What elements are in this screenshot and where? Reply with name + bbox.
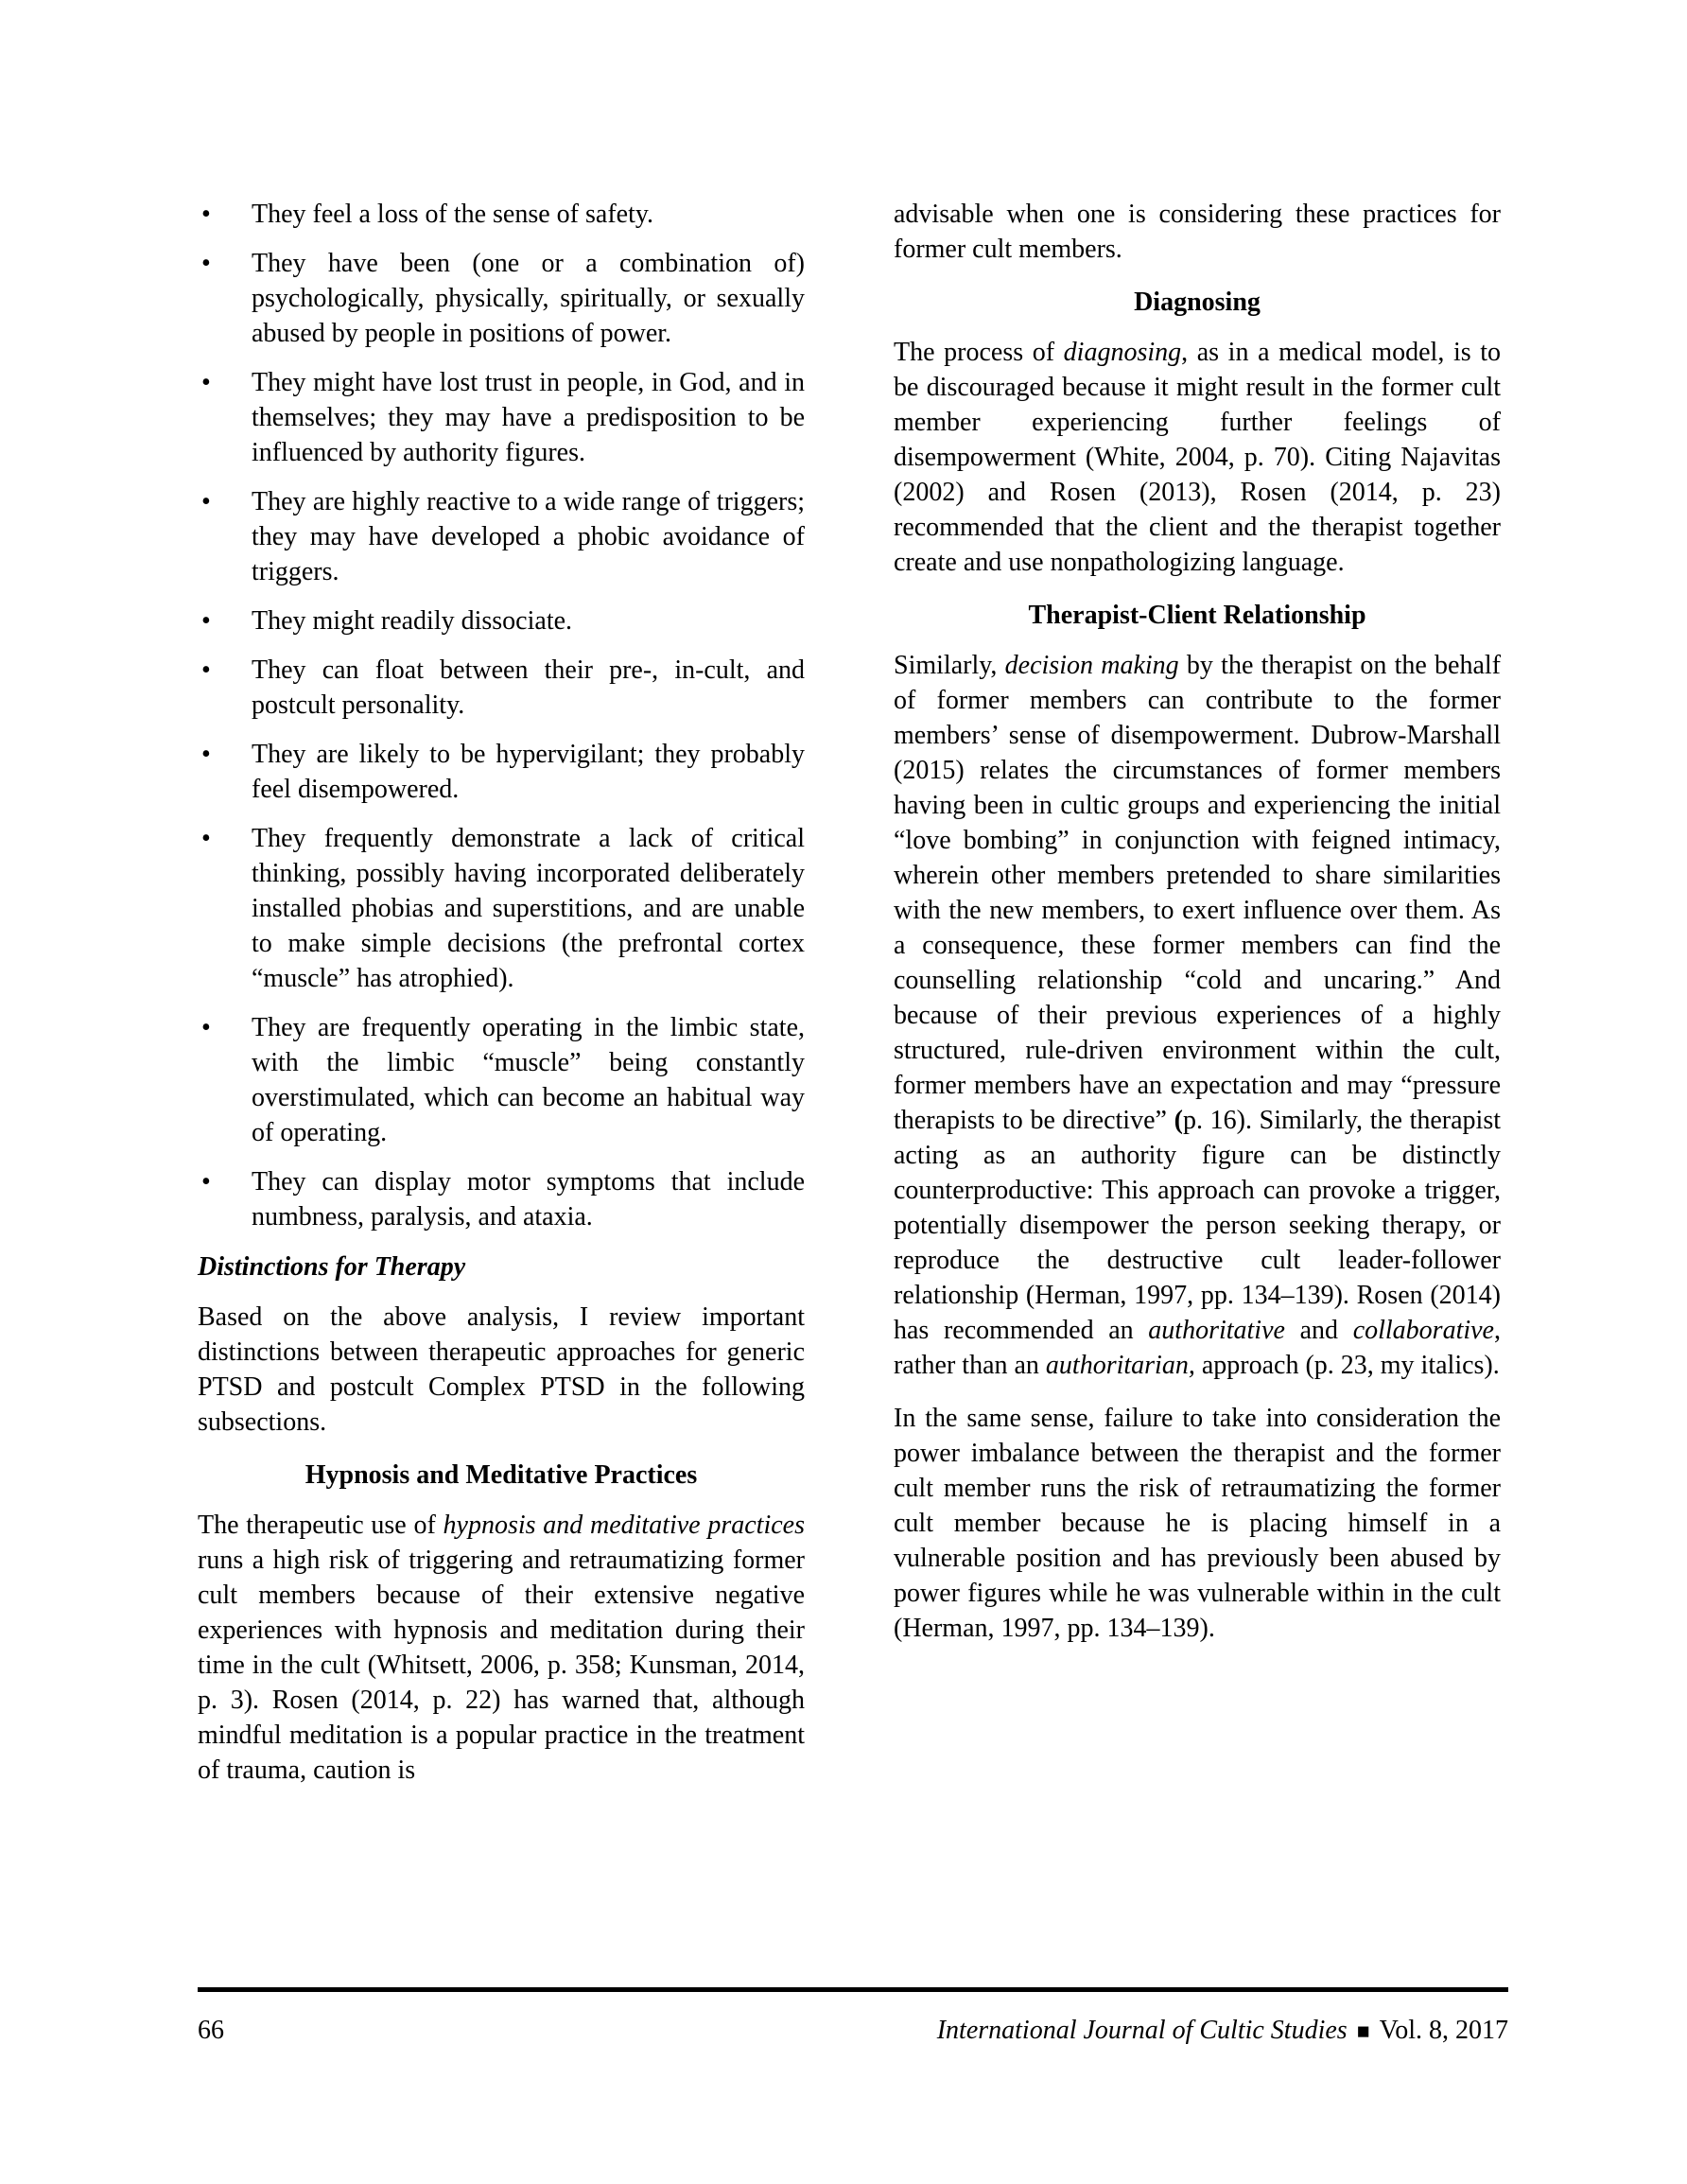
para-distinctions: Based on the above analysis, I review important distinctions between therapeutic approaches for generic PTSD and postcult Complex PTSD in the following subsections. — [198, 1302, 805, 1437]
bullet-icon: • — [201, 655, 211, 685]
list-item — [198, 365, 805, 470]
list-item — [198, 484, 805, 589]
page-number: 66 — [198, 2016, 224, 2045]
list-item — [198, 821, 805, 996]
heading-diagnosing: Diagnosing — [1134, 288, 1261, 317]
list-item — [198, 197, 805, 232]
footer-rule — [198, 1987, 1508, 1992]
para-diagnosing: The process of diagnosing, as in a medical model, is to be discouraged because it might result in the former cult member experiencing further feelings of disempowerment (White, 2004, p. 70). Citing Najavitas (2002) and Rosen (2013), Rosen (2014, p. 23) recommended that the client and the therapist together create and use nonpathologizing language. — [894, 338, 1502, 577]
bullet-text: They are highly reactive to a wide range of triggers; they may have developed a phobic avoidance of triggers. — [252, 487, 805, 586]
bullet-icon: • — [201, 249, 211, 278]
square-separator-icon: ■ — [1356, 2019, 1370, 2043]
bullet-text: They frequently demonstrate a lack of critical thinking, possibly having incorporated deliberately installed phobias and superstitions, and are unable to make simple decisions (the prefrontal cortex “muscle” has atrophied). — [252, 824, 805, 993]
volume-info: Vol. 8, 2017 — [1379, 2016, 1508, 2045]
bullet-text: They can float between their pre-, in-cult, and postcult personality. — [252, 655, 805, 720]
para-hypnosis: The therapeutic use of hypnosis and meditative practices runs a high risk of triggering and retraumatizing former cult members because of their extensive negative experiences with hypnosis and meditation during their time in the cult (Whitsett, 2006, p. 358; Kunsman, 2014, p. 3). Rosen (2014, p. 22) has warned that, although mindful meditation is a popular practice in the treatment of trauma, caution is — [198, 1511, 805, 1785]
heading-hypnosis-practices: Hypnosis and Meditative Practices — [304, 1460, 698, 1490]
page-content — [198, 197, 1501, 1806]
left-column — [198, 197, 805, 1806]
bullet-icon: • — [201, 606, 211, 636]
bullet-icon: • — [201, 487, 211, 516]
bullet-text: They are frequently operating in the limbic state, with the limbic “muscle” being constantly overstimulated, which can become an habitual way of operating. — [252, 1013, 805, 1147]
bullet-text: They can display motor symptoms that include numbness, paralysis, and ataxia. — [252, 1167, 805, 1232]
heading-distinctions-for-therapy: Distinctions for Therapy — [198, 1252, 466, 1282]
list-item — [198, 1010, 805, 1150]
bullet-icon: • — [201, 368, 211, 397]
list-item — [198, 246, 805, 351]
bullet-text: They feel a loss of the sense of safety. — [252, 200, 654, 229]
bullet-text: They might have lost trust in people, in God, and in themselves; they may have a predisposition to be influenced by authority figures. — [252, 368, 805, 467]
bullet-list — [198, 197, 805, 1234]
list-item — [198, 737, 805, 807]
bullet-icon: • — [201, 740, 211, 769]
list-item — [198, 653, 805, 723]
bullet-icon: • — [201, 824, 211, 853]
heading-therapist-client-relationship: Therapist-Client Relationship — [1028, 601, 1366, 630]
list-item — [198, 1164, 805, 1234]
para-relationship: Similarly, decision making by the therapist on the behalf of former members can contribute to the former members’ sense of disempowerment. Dubrow-Marshall (2015) relates the circumstances of former members having been in cultic groups and experiencing the initial “love bombing” in conjunction with feigned intimacy, wherein other members pretended to share similarities with the new members, to exert influence over them. As a consequence, these former members can find the counselling relationship “cold and uncaring.” And because of their previous experiences of a highly structured, rule-driven environment within the cult, former members have an expectation and may “pressure therapists to be directive” (p. 16). Similarly, the therapist acting as an authority figure can be distinctly counterproductive: This approach can provoke a trigger, potentially disempower the person seeking therapy, or reproduce the destructive cult leader-follower relationship (Herman, 1997, pp. 134–139). Rosen (2014) has recommended an authoritative and collaborative, rather than an authoritarian, approach (p. 23, my italics). — [894, 651, 1501, 1380]
page-footer — [198, 2013, 1508, 2049]
para-continuation: advisable when one is considering these practices for former cult members. — [894, 200, 1501, 264]
para-power-imbalance: In the same sense, failure to take into consideration the power imbalance between the therapist and the former cult member runs the risk of retraumatizing the former cult member because he is placing himself in a vulnerable position and has previously been abused by power figures while he was vulnerable within in the cult (Herman, 1997, pp. 134–139). — [894, 1404, 1501, 1643]
journal-title: International Journal of Cultic Studies — [936, 2016, 1348, 2045]
bullet-icon: • — [201, 1167, 211, 1197]
right-column — [894, 197, 1501, 1806]
bullet-icon: • — [201, 200, 211, 229]
list-item — [198, 603, 805, 638]
bullet-text: They are likely to be hypervigilant; they probably feel disempowered. — [252, 740, 805, 804]
bullet-text: They have been (one or a combination of) psychologically, physically, spiritually, or sexually abused by people in positions of power. — [252, 249, 805, 348]
journal-line — [937, 2013, 1508, 2049]
bullet-icon: • — [201, 1013, 211, 1042]
bullet-text: They might readily dissociate. — [252, 606, 573, 636]
